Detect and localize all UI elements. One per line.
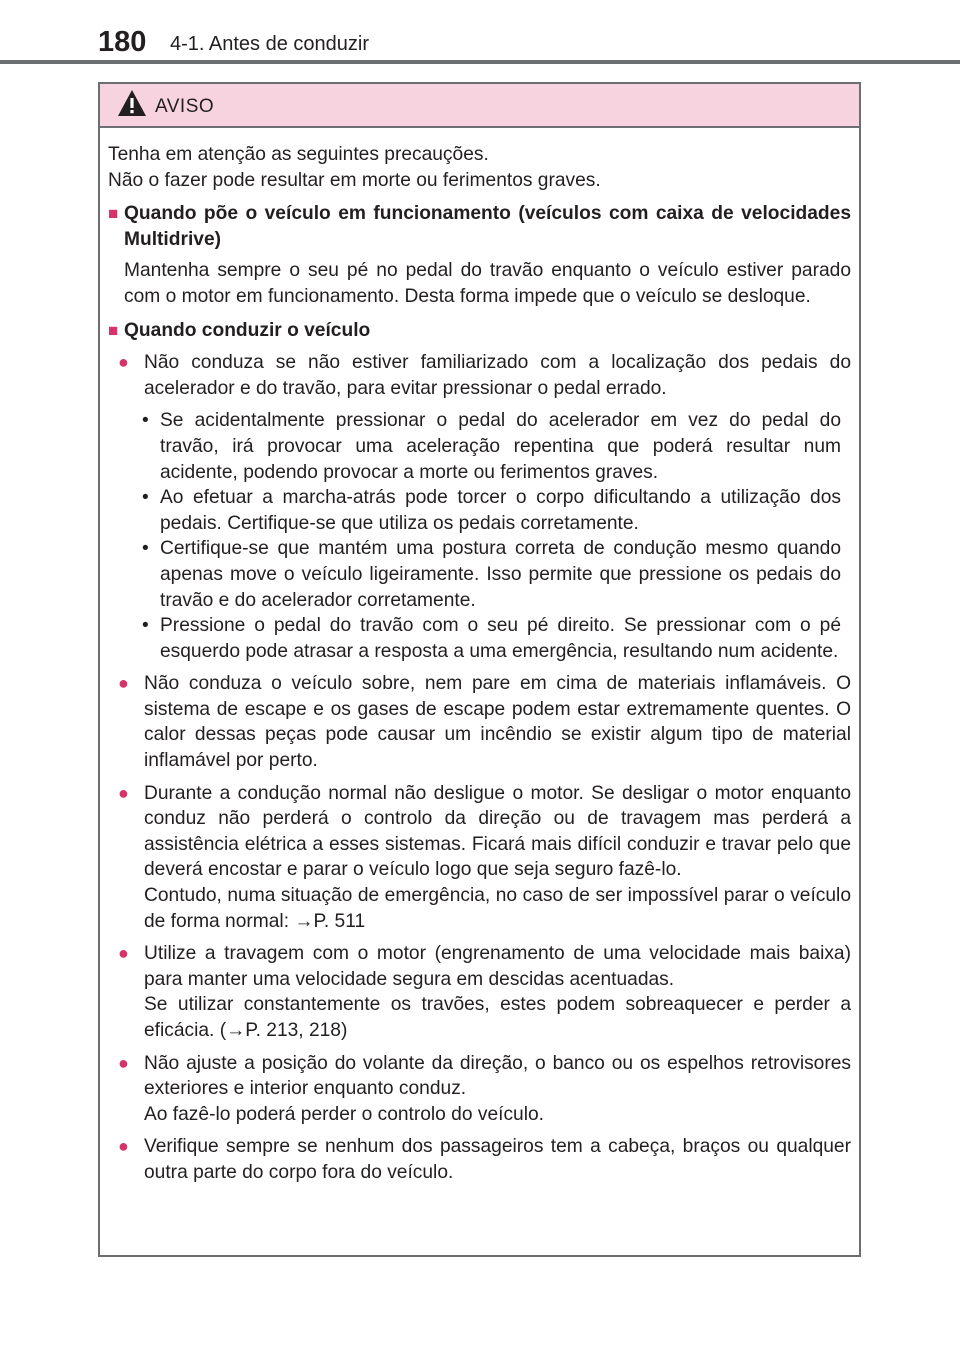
sub-item-text: Pressione o pedal do travão com o seu pé direito. Se pressionar com o pé esquerdo pode atrasar a resposta a uma emergência, resultando num acidente. <box>160 615 841 662</box>
list-item <box>118 781 851 935</box>
page-header <box>0 0 960 62</box>
item-text: Não ajuste a posição do volante da direção, o banco ou os espelhos retrovisores exteriores e interior enquanto conduz. <box>144 1052 851 1100</box>
intro-line: Não o fazer pode resultar em morte ou ferimentos graves. <box>108 169 601 191</box>
list-item <box>118 941 851 1043</box>
warning-body <box>100 128 859 1186</box>
list-item <box>118 1051 851 1128</box>
item-text: Contudo, numa situação de emergência, no caso de ser impossível parar o veículo de forma normal: →P. 511 <box>144 885 851 932</box>
section-heading-driving <box>108 318 851 344</box>
item-text: Ao fazê-lo poderá perder o controlo do veículo. <box>144 1103 544 1125</box>
list-item <box>118 350 851 664</box>
section-text-start: Mantenha sempre o seu pé no pedal do travão enquanto o veículo estiver parado com o motor em funcionamento. Desta forma impede que o veículo se desloque. <box>124 260 851 307</box>
list-item <box>118 1134 851 1185</box>
item-text: Verifique sempre se nenhum dos passageiros tem a cabeça, braços ou qualquer outra parte do corpo fora do veículo. <box>144 1136 851 1183</box>
sub-list-item <box>140 536 851 613</box>
circle-bullet-icon: ● <box>118 943 129 964</box>
dot-bullet-icon: • <box>142 538 149 560</box>
header-rule <box>0 60 960 64</box>
square-bullet-icon: ■ <box>108 320 119 340</box>
section-heading-start <box>108 201 851 252</box>
dot-bullet-icon: • <box>142 410 149 432</box>
dot-bullet-icon: • <box>142 487 149 509</box>
circle-bullet-icon: ● <box>118 673 129 694</box>
warning-box <box>98 82 861 1257</box>
page-number: 180 <box>98 26 147 58</box>
sub-item-text: Ao efetuar a marcha-atrás pode torcer o corpo dificultando a utilização dos pedais. Certifique-se que utiliza os pedais corretamente. <box>160 487 841 534</box>
intro-line: Tenha em atenção as seguintes precauções. <box>108 144 489 165</box>
heading-text: Quando conduzir o veículo <box>124 319 371 341</box>
warning-triangle-icon <box>117 89 147 117</box>
warning-header <box>100 84 859 128</box>
circle-bullet-icon: ● <box>118 1136 129 1157</box>
sub-item-text: Certifique-se que mantém uma postura correta de condução mesmo quando apenas move o veículo ligeiramente. Isso permite que pressione os pedais do travão e do acelerador corretamente. <box>160 538 841 611</box>
item-text: Não conduza se não estiver familiarizado com a localização dos pedais do acelerador e do travão, para evitar pressionar o pedal errado. <box>144 352 851 399</box>
sub-item-text: Se acidentalmente pressionar o pedal do acelerador em vez do pedal do travão, irá provocar uma aceleração repentina que poderá resultar num acidente, podendo provocar a morte ou ferimentos graves. <box>160 410 841 483</box>
sub-list-item <box>140 485 851 536</box>
section-title: 4-1. Antes de conduzir <box>170 33 370 55</box>
sub-list <box>140 408 851 664</box>
heading-text: Quando põe o veículo em funcionamento (veículos com caixa de velocidades Multidrive) <box>124 203 851 250</box>
square-bullet-icon: ■ <box>108 204 119 224</box>
warning-label: AVISO <box>155 96 215 117</box>
sub-list-item <box>140 408 851 485</box>
item-text: Utilize a travagem com o motor (engrenamento de uma velocidade mais baixa) para manter uma velocidade segura em descidas acentuadas. <box>144 943 851 990</box>
circle-bullet-icon: ● <box>118 352 129 373</box>
dot-bullet-icon: • <box>142 615 149 637</box>
item-text: Se utilizar constantemente os travões, estes podem sobreaquecer e perder a eficácia. (→P. 213, 218) <box>144 994 851 1041</box>
sub-list-item <box>140 613 851 664</box>
item-text: Durante a condução normal não desligue o motor. Se desligar o motor enquanto conduz não perderá o controlo da direção ou de travagem mas perderá a assistência elétrica a esses sistemas. Ficará mais difícil conduzir e travar pelo que deverá encostar e parar o veículo logo que seja seguro fazê-lo. <box>144 782 851 881</box>
intro-text <box>108 142 851 193</box>
list-item <box>118 671 851 773</box>
item-text: Não conduza o veículo sobre, nem pare em cima de materiais inflamáveis. O sistema de escape e os gases de escape podem estar extremamente quentes. O calor dessas peças pode causar um incêndio se existir algum tipo de material inflamável por perto. <box>144 673 851 772</box>
circle-bullet-icon: ● <box>118 782 129 803</box>
circle-bullet-icon: ● <box>118 1052 129 1073</box>
